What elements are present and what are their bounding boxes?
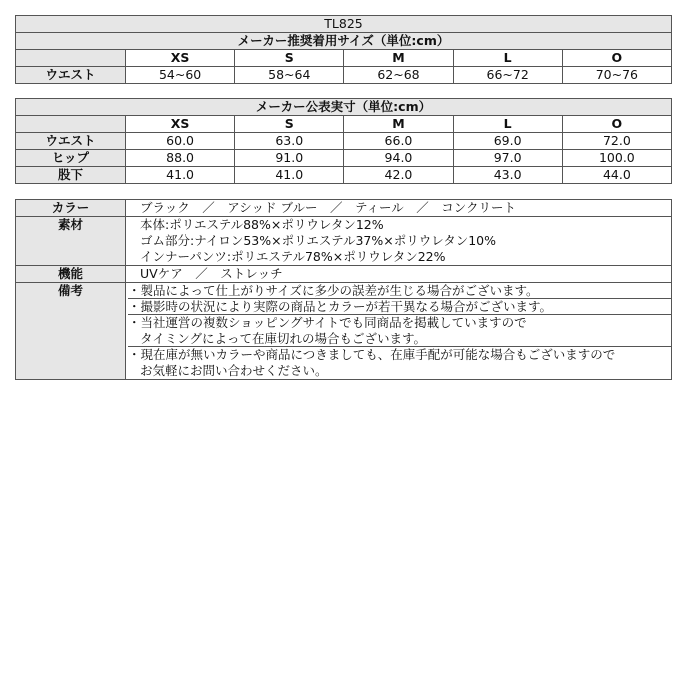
recommended-size-title: メーカー推奨着用サイズ（単位:cm） (16, 33, 672, 50)
size-header-s: S (235, 116, 344, 133)
function-label: 機能 (16, 266, 126, 283)
remark-line: お気軽にお問い合わせください。 (140, 363, 328, 378)
table-cell: 91.0 (235, 150, 344, 167)
table-row (16, 133, 672, 150)
remark-line: ・現在庫が無いカラーや商品につきましても、在庫手配が可能な場合もございますので (128, 347, 616, 362)
remark-line: ・製品によって仕上がりサイズに多少の誤差が生じる場合がございます。 (128, 283, 671, 299)
size-header-m: M (344, 116, 453, 133)
size-header-xs: XS (126, 50, 235, 67)
remark-line: ・撮影時の状況により実際の商品とカラーが若干異なる場合がございます。 (128, 299, 671, 315)
table-cell: 42.0 (344, 167, 453, 184)
size-header-o: O (562, 116, 671, 133)
material-line: 本体:ポリエステル88%×ポリウレタン12% (140, 217, 384, 232)
table-cell: 72.0 (562, 133, 671, 150)
row-label-hip: ヒップ (16, 150, 126, 167)
table-row (16, 150, 672, 167)
table-cell: 69.0 (453, 133, 562, 150)
size-header-l: L (453, 116, 562, 133)
table-cell: 41.0 (235, 167, 344, 184)
table-cell: 88.0 (126, 150, 235, 167)
remarks-value (126, 283, 672, 380)
empty-corner-cell (16, 50, 126, 67)
table-row (16, 283, 672, 380)
table-cell: 97.0 (453, 150, 562, 167)
material-line: インナーパンツ:ポリエステル78%×ポリウレタン22% (140, 249, 446, 264)
table-cell: 94.0 (344, 150, 453, 167)
material-line: ゴム部分:ナイロン53%×ポリエステル37%×ポリウレタン10% (140, 233, 497, 248)
table-cell: 43.0 (453, 167, 562, 184)
table-row (16, 67, 672, 84)
size-header-s: S (235, 50, 344, 67)
color-value: ブラック ／ アシッド ブルー ／ ティール ／ コンクリート (126, 200, 672, 217)
table-cell: 60.0 (126, 133, 235, 150)
product-code: TL825 (16, 16, 672, 33)
size-header-l: L (453, 50, 562, 67)
table-cell: 62~68 (344, 67, 453, 84)
row-label-inseam: 股下 (16, 167, 126, 184)
remark-line: タイミングによって在庫切れの場合もございます。 (128, 331, 671, 347)
actual-size-title: メーカー公表実寸（単位:cm） (16, 99, 672, 116)
material-value (126, 217, 672, 266)
function-value: UVケア ／ ストレッチ (126, 266, 672, 283)
row-label-waist: ウエスト (16, 67, 126, 84)
table-row (16, 167, 672, 184)
size-header-o: O (562, 50, 671, 67)
table-cell: 58~64 (235, 67, 344, 84)
color-label: カラー (16, 200, 126, 217)
material-label: 素材 (16, 217, 126, 266)
remarks-label: 備考 (16, 283, 126, 380)
table-row (16, 200, 672, 217)
table-cell: 41.0 (126, 167, 235, 184)
recommended-size-table (15, 15, 672, 84)
table-cell: 54~60 (126, 67, 235, 84)
table-cell: 44.0 (562, 167, 671, 184)
table-cell: 63.0 (235, 133, 344, 150)
table-cell: 70~76 (562, 67, 671, 84)
size-header-xs: XS (126, 116, 235, 133)
product-details-table (15, 199, 672, 380)
row-label-waist: ウエスト (16, 133, 126, 150)
empty-corner-cell (16, 116, 126, 133)
actual-size-table (15, 98, 672, 184)
table-cell: 66.0 (344, 133, 453, 150)
size-header-m: M (344, 50, 453, 67)
table-row (16, 217, 672, 266)
table-row (16, 266, 672, 283)
remark-line: ・当社運営の複数ショッピングサイトでも同商品を掲載していますので (128, 315, 527, 330)
table-cell: 100.0 (562, 150, 671, 167)
table-cell: 66~72 (453, 67, 562, 84)
